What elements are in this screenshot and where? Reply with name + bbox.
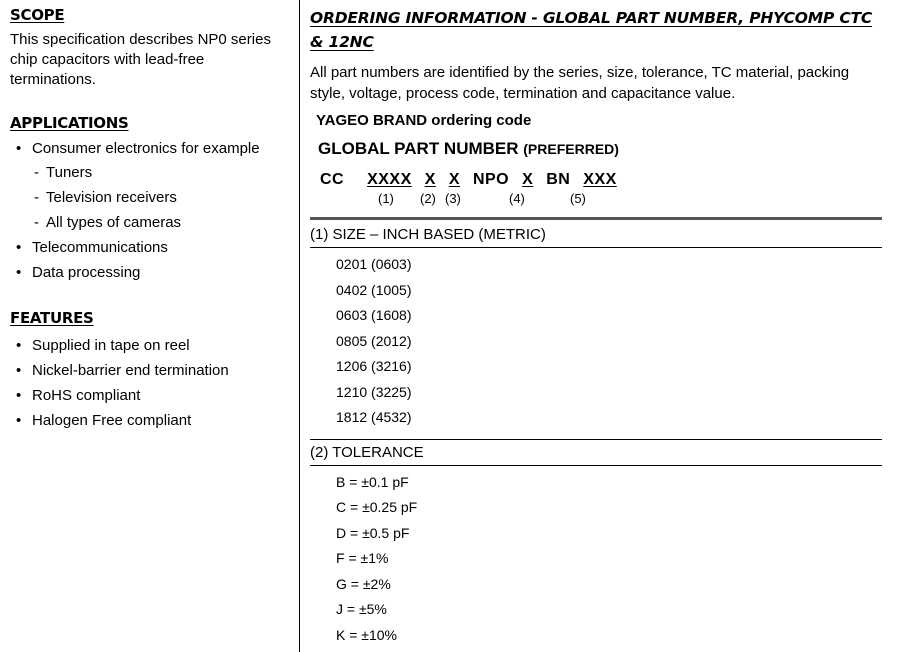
brand-ordering-code-line: YAGEO BRAND ordering code bbox=[316, 112, 532, 129]
list-item: 1210 (3225) bbox=[336, 383, 412, 400]
list-item: K = ±10% bbox=[336, 626, 397, 643]
list-item: • Halogen Free compliant bbox=[10, 408, 285, 433]
pn-segment-size: XXXX bbox=[367, 171, 412, 188]
list-item: - Tuners bbox=[10, 160, 285, 185]
divider-thin bbox=[310, 465, 882, 466]
pn-segment-voltage: X bbox=[448, 171, 460, 188]
list-item: • Nickel-barrier end termination bbox=[10, 358, 285, 383]
global-part-number-heading bbox=[318, 139, 882, 159]
marker-4: (4) bbox=[509, 191, 525, 206]
scope-text: This specification describes NP0 series chip capacitors with lead-free terminations. bbox=[10, 31, 271, 88]
list-item: F = ±1% bbox=[336, 550, 389, 566]
pn-segment-process: X bbox=[522, 171, 534, 188]
ordering-information-title: ORDERING INFORMATION - GLOBAL PART NUMBER, PHYCOMP CTC & 12NC bbox=[310, 9, 873, 51]
list-item: 0201 (0603) bbox=[336, 256, 412, 272]
tolerance-options-list bbox=[310, 470, 882, 649]
spacer bbox=[10, 104, 285, 114]
marker-5: (5) bbox=[570, 191, 586, 206]
features-list bbox=[10, 333, 285, 433]
applications-heading: APPLICATIONS bbox=[10, 114, 129, 132]
marker-3: (3) bbox=[445, 191, 461, 206]
marker-1: (1) bbox=[378, 191, 394, 206]
size-section-heading: (1) SIZE – INCH BASED (METRIC) bbox=[310, 226, 546, 243]
list-item: B = ±0.1 pF bbox=[336, 473, 409, 490]
list-item: • Consumer electronics for example bbox=[10, 138, 285, 160]
list-item: • Telecommunications bbox=[10, 235, 285, 260]
spacer bbox=[10, 299, 285, 309]
list-item: 1206 (3216) bbox=[336, 358, 412, 374]
applications-list bbox=[10, 138, 285, 285]
pn-segment-tolerance: X bbox=[424, 171, 436, 188]
left-column bbox=[0, 0, 300, 652]
divider-thick bbox=[310, 217, 882, 220]
part-number-template bbox=[320, 171, 882, 189]
list-item: 0805 (2012) bbox=[336, 332, 412, 349]
list-item: - Television receivers bbox=[10, 185, 285, 210]
size-options-list bbox=[310, 252, 882, 431]
list-item: D = ±0.5 pF bbox=[336, 524, 410, 541]
tolerance-section-heading: (2) TOLERANCE bbox=[310, 443, 424, 461]
gpn-label: GLOBAL PART NUMBER bbox=[318, 139, 519, 158]
divider-thin bbox=[310, 247, 882, 248]
list-item: 1812 (4532) bbox=[336, 409, 412, 425]
ordering-intro-text: All part numbers are identified by the series, size, tolerance, TC material, packing style, voltage, process code, termination and capacitance value. bbox=[310, 64, 850, 102]
list-item: J = ±5% bbox=[336, 601, 387, 617]
list-item: 0402 (1005) bbox=[336, 281, 412, 298]
pn-segment-series: CC bbox=[320, 171, 345, 188]
divider-thin bbox=[310, 439, 882, 440]
pn-segment-tc: NPO bbox=[472, 171, 510, 188]
list-item: • Supplied in tape on reel bbox=[10, 333, 285, 358]
list-item: - All types of cameras bbox=[10, 210, 285, 235]
features-heading: FEATURES bbox=[10, 309, 94, 327]
list-item: • RoHS compliant bbox=[10, 383, 285, 408]
list-item: G = ±2% bbox=[336, 575, 391, 592]
pn-segment-termination: BN bbox=[546, 171, 571, 188]
pn-segment-capacitance: XXX bbox=[583, 171, 617, 188]
list-item: C = ±0.25 pF bbox=[336, 499, 418, 515]
marker-2: (2) bbox=[420, 191, 436, 206]
right-column bbox=[300, 0, 900, 652]
list-item: 0603 (1608) bbox=[336, 307, 412, 323]
part-number-markers bbox=[320, 191, 882, 209]
scope-heading: SCOPE bbox=[10, 6, 65, 24]
list-item: • Data processing bbox=[10, 260, 285, 285]
gpn-preferred-tag: (PREFERRED) bbox=[523, 141, 619, 157]
